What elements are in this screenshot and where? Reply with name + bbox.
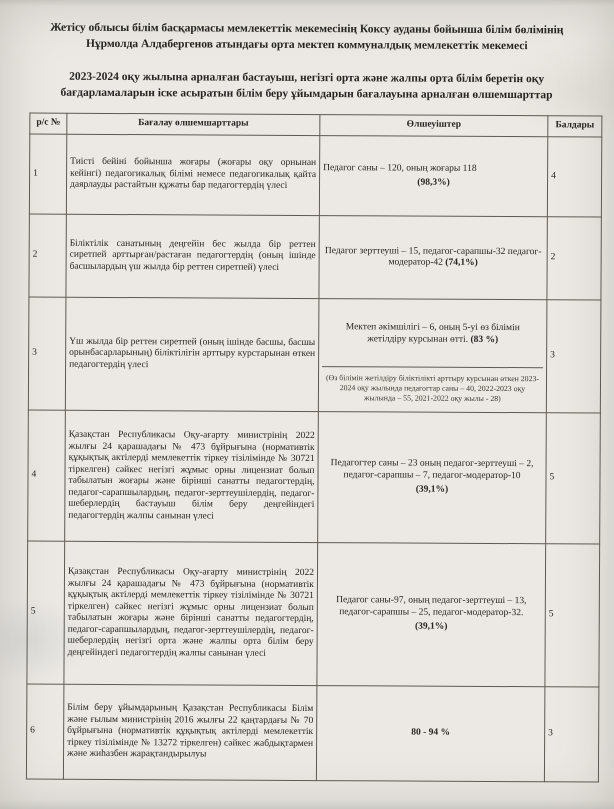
score-value: 3 xyxy=(546,300,601,413)
score-value: 3 xyxy=(544,687,598,782)
table-row xyxy=(28,410,601,544)
measure-text: Педагогтер саны – 23 оның педагог-зерттеуші – 2, педагог-сарапшы – 7, педагог-модератор-10 xyxy=(330,458,534,481)
score-value: 4 xyxy=(547,137,601,217)
col-header-score: Балдары xyxy=(548,116,602,137)
org-title: Жетісу облысы білім басқармасы мемлекеттік мекемесінің Коксу ауданы бойынша білім бөлімінің Нұрмолда Алдабергенов атындағы орта мектеп коммуналдық мемлекеттік мекемесі xyxy=(50,21,564,53)
row-number: 2 xyxy=(29,214,66,297)
measure-cell xyxy=(318,412,547,544)
criteria-text: Біліктілік санатының деңгейін бес жылда бір реттен сиретпей арттырған/растаған педагогтердің (оның ішінде басшылардың үш жылда бір реттен сиретпей) үлесі xyxy=(66,214,319,298)
row-number: 1 xyxy=(29,134,66,214)
col-header-measure: Өлшеуіштер xyxy=(320,115,548,137)
col-header-criteria: Бағалау өлшемшарттары xyxy=(67,113,320,135)
row-number: 4 xyxy=(28,410,66,541)
measure-percentage: (98,3%) xyxy=(417,177,450,188)
measure-percentage: (39,1%) xyxy=(415,484,449,495)
criteria-text: Білім беру ұйымдарының Қазақстан Республикасы Білім және ғылым министрінің 2016 жылғы 22 қаңтардағы № 70 бұйрығына (нормативтік құқықтық актілерді мемлекеттік тіркеу тізілімінде № 13272 тіркелген) сәйкес жабдықтармен және жиһазбен жарақтандырылуы xyxy=(63,684,316,780)
measure-text: Педагог саны – 120, оның жоғары 118 xyxy=(323,162,477,174)
row-number: 5 xyxy=(27,541,65,684)
table-row xyxy=(28,297,601,413)
measure-note: (Өз білімін жетілдіру біліктілікті арттыру курсынан өткен 2023-2024 оқу жылында педагогтар саны – 40, 2022-2023 оқу жылында – 55, 2021-2022 оқу жылы - 28) xyxy=(326,373,539,404)
measure-cell xyxy=(319,136,547,217)
measure-cell xyxy=(318,299,547,413)
table-row xyxy=(27,541,600,687)
measure-text: Мектеп әкімшілігі – 6, оның 5-уі өз білімін жетілдіру курсынан өтті. xyxy=(345,322,520,345)
table-header-row xyxy=(30,113,602,137)
table-row xyxy=(29,214,601,300)
criteria-table xyxy=(26,113,602,783)
measure-main xyxy=(322,301,543,368)
criteria-text: Қазақстан Республикасы Оқу-ағарту министрінің 2022 жылғы 24 қарашадағы № 473 бұйрығына (нормативтік құқықтық актілерді мемлекеттік тіркеу тізілімінде № 30721 тіркелген) сәйкес негізгі жұмыс орны лицензиат болып табылатын жоғары және бірінші санатты педагогтердің, педагог-сарапшылардың, педагог-зерттеушілердің, педагог-шеберлердің бастауыш білім беру деңгейіндегі педагогтердің жалпы санынан үлесі xyxy=(65,410,319,542)
criteria-text: Тиісті бейіні бойынша жоғары (жоғары оқу орнынан кейінгі) педагогикалық білімі немесе педагогикалық қайта даярлауды растайтын құжаты бар педагогтердің үлесі xyxy=(66,134,319,215)
table-row xyxy=(29,134,601,217)
measure-cell xyxy=(317,543,546,687)
measure-text: Педагог зерттеуші – 15, педагог-сарапшы-32 педагог-модератор-42 xyxy=(324,245,542,268)
criteria-text: Қазақстан Республикасы Оқу-ағарту министрінің 2022 жылғы 24 қарашадағы № 473 бұйрығына (нормативтік құқықтық актілерді мемлекеттік тіркеу тізілімінде № 30721 тіркелген) сәйкес негізгі жұмыс орны лицензиат болып табылатын жоғары және бірінші санатты педагогтердің, педагог-сарапшылардың, педагог-зерттеушілердің, педагог-шеберлердің негізгі орта және жалпы орта білім беру деңгейіндегі педагогтердің жалпы санынан үлесі xyxy=(64,541,318,685)
measure-text: Педагог саны-97, оның педагог-зерттеуші – 13, педагог-сарапшы – 25, педагог-модератор-32. xyxy=(336,595,527,618)
measure-percentage: (74,1%) xyxy=(445,257,478,268)
score-value: 2 xyxy=(547,217,601,300)
score-value: 5 xyxy=(546,413,601,544)
score-value: 5 xyxy=(545,544,600,687)
criteria-text: Үш жылда бір реттен сиретпей (оның ішінде басшы, басшы орынбасарларының) біліктілігін арттыру курстарынан өткен педагогтердің үлесі xyxy=(65,297,319,411)
row-number: 3 xyxy=(28,297,66,410)
table-row xyxy=(26,684,598,782)
measure-text: 80 - 94 % xyxy=(316,686,544,782)
measure-cell xyxy=(319,216,547,300)
measure-percentage: (83 %) xyxy=(470,334,499,345)
col-header-num: р/с № xyxy=(30,113,67,134)
doc-title: 2023-2024 оқу жылына арналған бастауыш, негізгі орта және жалпы орта білім беретін оқу бағдарламаларын іске асыратын білім беру ұйымдарын бағалауына арналған өлшемшарттар xyxy=(60,70,553,102)
row-number: 6 xyxy=(26,684,63,779)
measure-percentage: (39,1%) xyxy=(414,621,448,632)
